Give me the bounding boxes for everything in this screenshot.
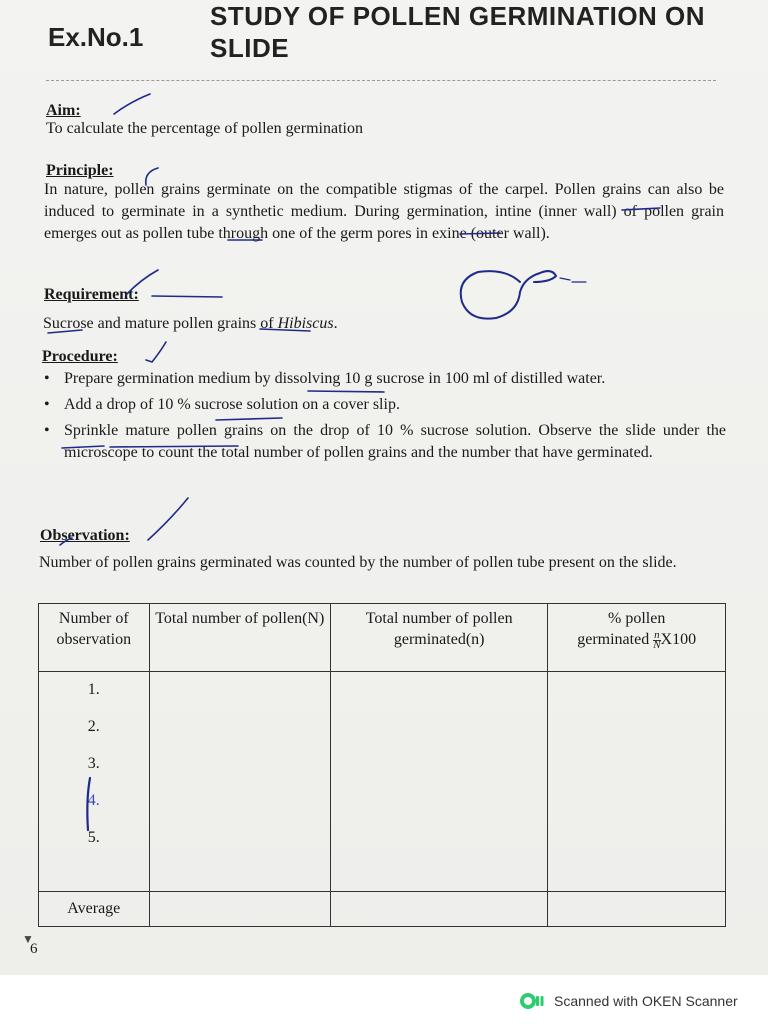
- procedure-step: • Add a drop of 10 % sucrose solution on a cover slip.: [42, 394, 732, 416]
- requirement-species: Hibiscus: [277, 315, 334, 332]
- table-header-percent: [548, 604, 726, 672]
- scanner-watermark: [518, 990, 738, 1012]
- row-number: 3.: [87, 755, 100, 772]
- table-header-germinated: germinated: [577, 631, 654, 648]
- fraction-denominator: N: [653, 638, 661, 651]
- table-header-multiplier: X100: [660, 631, 697, 648]
- observation-heading: Observation:: [40, 527, 130, 544]
- observation-table: [38, 603, 726, 927]
- observation-text: Number of pollen grains germinated was counted by the number of pollen tube present on the slide.: [39, 554, 677, 571]
- average-label: Average: [39, 892, 150, 927]
- fraction-numerator: n: [654, 628, 660, 641]
- table-header: Total number of pollen(N): [149, 604, 330, 672]
- page-corner-mark: ▼: [22, 932, 34, 946]
- row-number: 1.: [87, 681, 100, 698]
- procedure-steps: [42, 368, 732, 468]
- table-cell: [548, 672, 726, 892]
- row-number: 4.: [87, 792, 100, 809]
- requirement-text-end: .: [333, 315, 338, 332]
- principle-text: In nature, pollen grains germinate on the compatible stigmas of the carpel. Pollen grains can also be induced to germinate in a synthetic medium. During germination, intine (inner wall) of pollen grain emerges out as pollen tube through one of the germ pores in exine (outer wall).: [44, 181, 724, 242]
- row-number: 5.: [87, 829, 100, 846]
- requirement-text-start: Sucrose and mature pollen grains of: [43, 315, 278, 332]
- scanner-text: Scanned with OKEN Scanner: [554, 993, 738, 1009]
- table-cell: [149, 672, 330, 892]
- page-number: 6: [30, 941, 38, 957]
- procedure-heading: Procedure:: [42, 348, 118, 365]
- aim-text: To calculate the percentage of pollen germination: [46, 120, 363, 137]
- table-cell-row-numbers: [39, 672, 150, 892]
- aim-heading: Aim:: [46, 102, 81, 119]
- table-header-row: [39, 604, 726, 672]
- fraction-n-over-N: [653, 628, 661, 651]
- table-header: Total number of pollen germinated(n): [330, 604, 547, 672]
- table-cell: [330, 892, 547, 927]
- requirement-text: [43, 313, 643, 335]
- requirement-heading: Requirement:: [44, 286, 139, 303]
- procedure-step: • Sprinkle mature pollen grains on the drop of 10 % sucrose solution. Observe the slide under the microscope to count the total number of pollen grains and the number that have germinated.: [42, 420, 732, 464]
- table-row-average: [39, 892, 726, 927]
- table-header: Number of observation: [39, 604, 150, 672]
- table-cell: [330, 672, 547, 892]
- page-title: STUDY OF POLLEN GERMINATION ON SLIDE: [210, 1, 706, 63]
- title-divider: [46, 80, 716, 81]
- table-cell: [548, 892, 726, 927]
- principle-heading: Principle:: [46, 162, 114, 179]
- procedure-step: • Prepare germination medium by dissolving 10 g sucrose in 100 ml of distilled water.: [42, 368, 732, 390]
- table-header: % pollen: [608, 610, 666, 627]
- table-cell: [149, 892, 330, 927]
- oken-scanner-logo-icon: [518, 990, 546, 1012]
- exercise-number: Ex.No.1: [48, 22, 144, 52]
- row-number: 2.: [87, 718, 100, 735]
- table-row: [39, 672, 726, 892]
